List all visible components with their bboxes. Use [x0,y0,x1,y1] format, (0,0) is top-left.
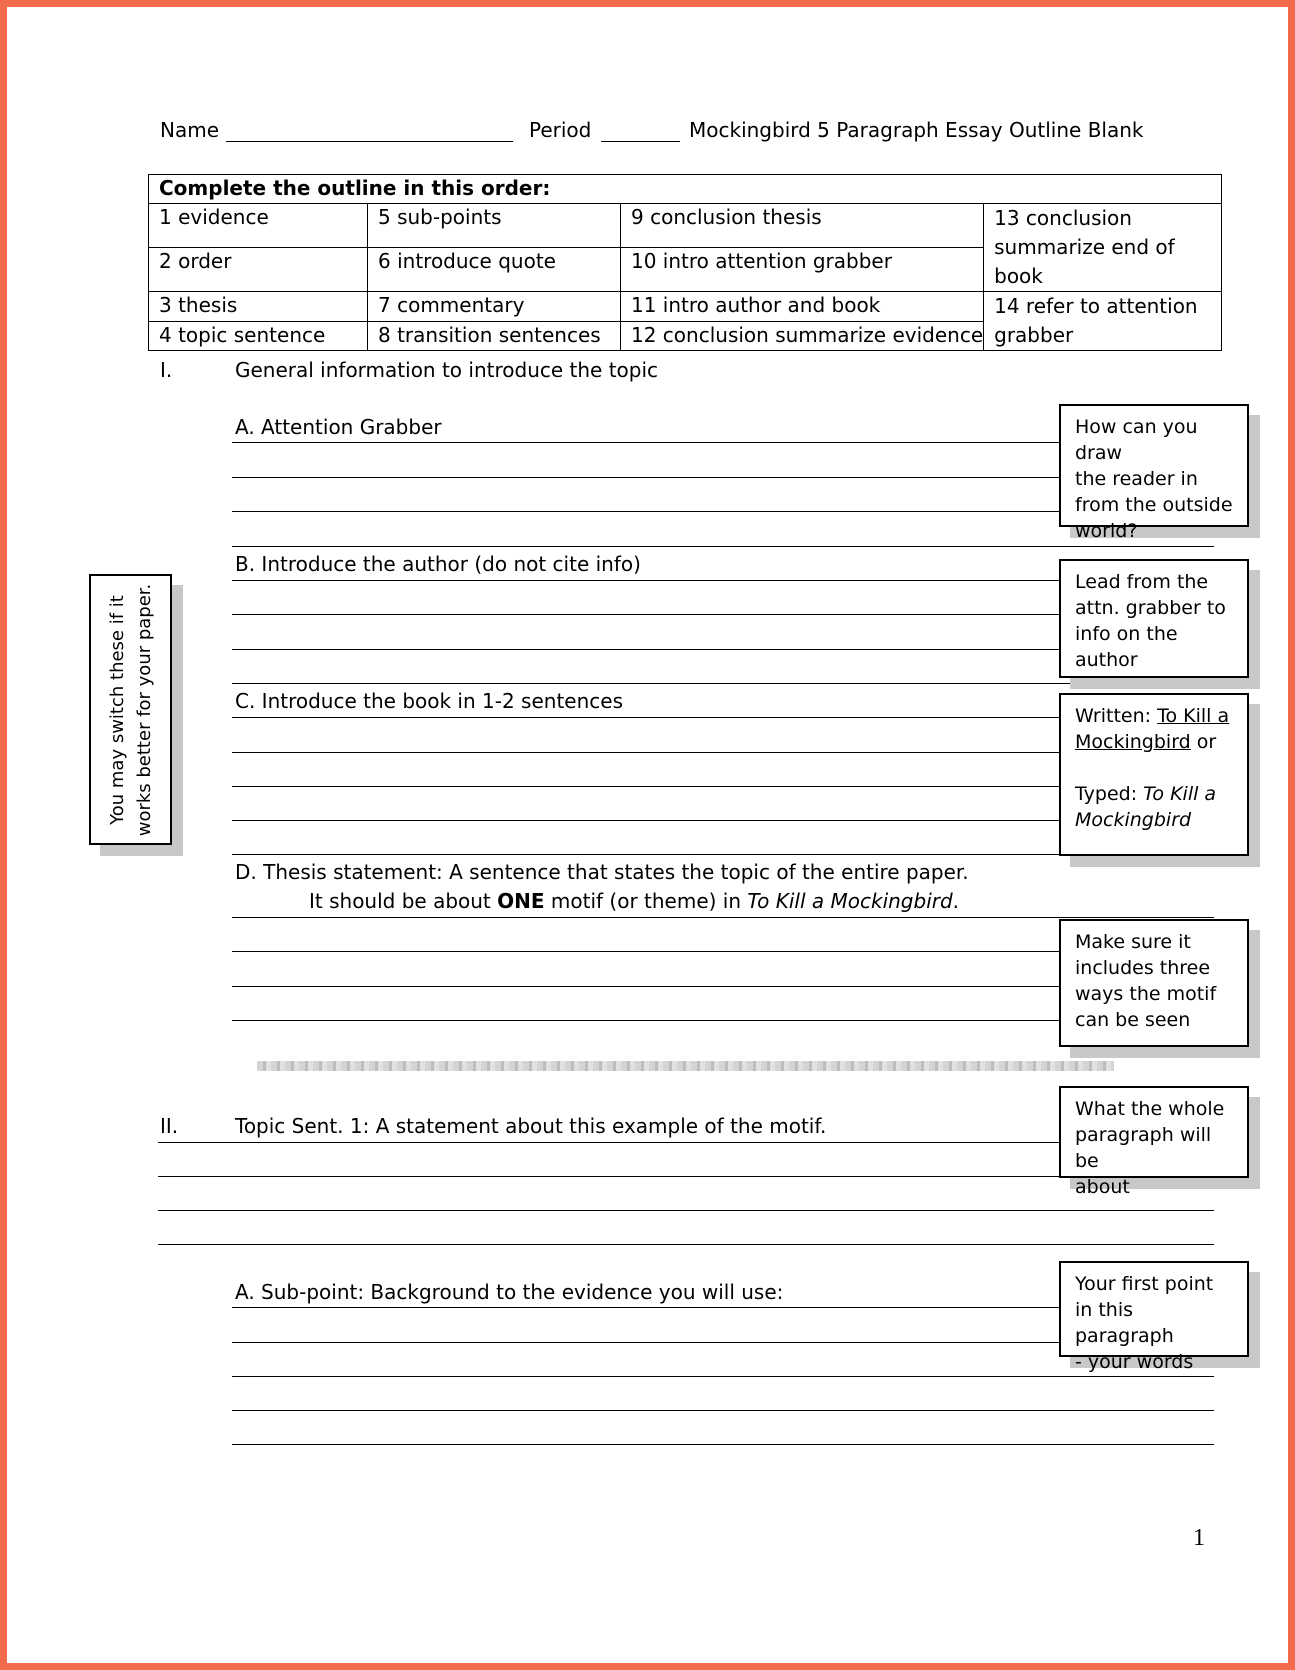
writing-line[interactable] [232,820,1060,821]
writing-line[interactable] [232,683,1214,684]
callout-line: the reader in [1075,468,1198,490]
callout-line: includes three [1075,957,1211,979]
writing-line[interactable] [232,854,1060,855]
section-2-numeral: II. [160,1114,179,1138]
name-blank[interactable] [226,141,513,142]
writing-line[interactable] [232,580,1060,581]
order-cell: 9 conclusion thesis [621,204,984,248]
order-cell: 5 sub-points [368,204,621,248]
callout-line: Lead from the [1075,571,1209,593]
callout-line: attn. grabber to [1075,597,1226,619]
or-label: or [1190,731,1217,753]
callout-line: Make sure it [1075,931,1191,953]
writing-line[interactable] [232,752,1060,753]
writing-line[interactable] [158,1244,1214,1245]
writing-line[interactable] [232,1376,1214,1377]
period-blank[interactable] [601,141,680,142]
writing-line[interactable] [232,477,1060,478]
callout-topic-sentence [1059,1086,1249,1198]
side-note-text [104,583,158,836]
order-cell: 2 order [149,248,368,292]
callout-line: info on the [1075,623,1178,645]
writing-line[interactable] [232,717,1060,718]
writing-line[interactable] [232,786,1060,787]
introduce-author-label: B. Introduce the author (do not cite info) [235,552,641,576]
typed-label: Typed: [1075,783,1144,805]
callout-line: world? [1075,520,1138,542]
outline-order-table [148,174,1222,351]
section-1-numeral: I. [160,358,173,382]
writing-line[interactable] [232,1410,1214,1411]
topic-sentence-label: Topic Sent. 1: A statement about this example of the motif. [235,1114,827,1138]
order-cell: 6 introduce quote [368,248,621,292]
writing-line[interactable] [232,1020,1060,1021]
thesis-instruction-book: To Kill a Mockingbird [747,889,953,913]
typed-title-2: Mockingbird [1075,809,1192,831]
order-cell: 12 conclusion summarize evidence [621,321,984,351]
writing-line[interactable] [232,649,1060,650]
thesis-label: D. Thesis statement: A sentence that states the topic of the entire paper. [235,860,969,884]
thesis-instruction-end: . [952,889,960,913]
callout-line: - your words [1075,1351,1194,1373]
thesis-instruction-one: ONE [497,889,545,913]
writing-line[interactable] [232,986,1060,987]
side-note-line: You may switch these if it [106,594,128,825]
callout-line: from the outside [1075,494,1233,516]
name-label: Name [160,118,220,142]
writing-line[interactable] [232,951,1060,952]
order-cell: 4 topic sentence [149,321,368,351]
side-note-line: works better for your paper. [133,583,155,836]
writing-line[interactable] [158,1142,1060,1143]
callout-line: ways the motif [1075,983,1217,1005]
callout-sub-point [1059,1261,1249,1373]
order-cell: 11 intro author and book [621,292,984,322]
writing-line[interactable] [232,1342,1060,1343]
side-note-box [89,574,172,845]
order-cell: 3 thesis [149,292,368,322]
thesis-instruction-pre: It should be about [309,889,498,913]
page-title: Mockingbird 5 Paragraph Essay Outline Blank [689,118,1144,142]
callout-attention-grabber [1059,404,1249,542]
callout-book-title [1059,693,1249,856]
thesis-instruction-mid: motif (or theme) in [544,889,748,913]
writing-line[interactable] [232,1307,1060,1308]
writing-line[interactable] [232,442,1060,443]
callout-spacer [1075,755,1237,781]
callout-thesis [1059,919,1249,1047]
section-1-heading: General information to introduce the topic [235,358,659,382]
written-label: Written: [1075,705,1158,727]
callout-written-line [1075,703,1237,729]
writing-line[interactable] [232,546,1214,547]
callout-line: paragraph will be [1075,1124,1212,1172]
writing-line[interactable] [232,917,1214,918]
writing-line[interactable] [158,1210,1214,1211]
writing-line[interactable] [158,1176,1060,1177]
callout-author [1059,559,1249,678]
order-table-heading: Complete the outline in this order: [149,175,1222,204]
order-cell: 10 intro attention grabber [621,248,984,292]
order-cell: 13 conclusion summarize end of book [984,204,1222,292]
order-cell: 1 evidence [149,204,368,248]
introduce-book-label: C. Introduce the book in 1-2 sentences [235,689,623,713]
callout-line: about [1075,1176,1130,1198]
callout-line: Your first point [1075,1273,1214,1295]
callout-line: can be seen [1075,1009,1191,1031]
callout-line: in this paragraph [1075,1299,1174,1347]
section-divider [257,1061,1114,1071]
callout-line: How can you draw [1075,416,1198,464]
written-title-2: Mockingbird [1075,731,1191,753]
sub-point-label: A. Sub-point: Background to the evidence you will use: [235,1280,784,1304]
written-title-1: To Kill a [1157,705,1230,727]
order-cell: 8 transition sentences [368,321,621,351]
writing-line[interactable] [232,511,1060,512]
callout-typed-line [1075,781,1237,807]
attention-grabber-label: A. Attention Grabber [235,415,442,439]
callout-written-line-2 [1075,729,1237,755]
writing-line[interactable] [232,1444,1214,1445]
order-cell: 14 refer to attention grabber [984,292,1222,351]
page-number: 1 [1193,1525,1205,1551]
order-cell: 7 commentary [368,292,621,322]
period-label: Period [529,118,592,142]
thesis-instruction [309,889,959,913]
callout-line: What the whole [1075,1098,1225,1120]
typed-title-1: To Kill a [1143,783,1217,805]
writing-line[interactable] [232,614,1060,615]
callout-line: author [1075,649,1138,671]
